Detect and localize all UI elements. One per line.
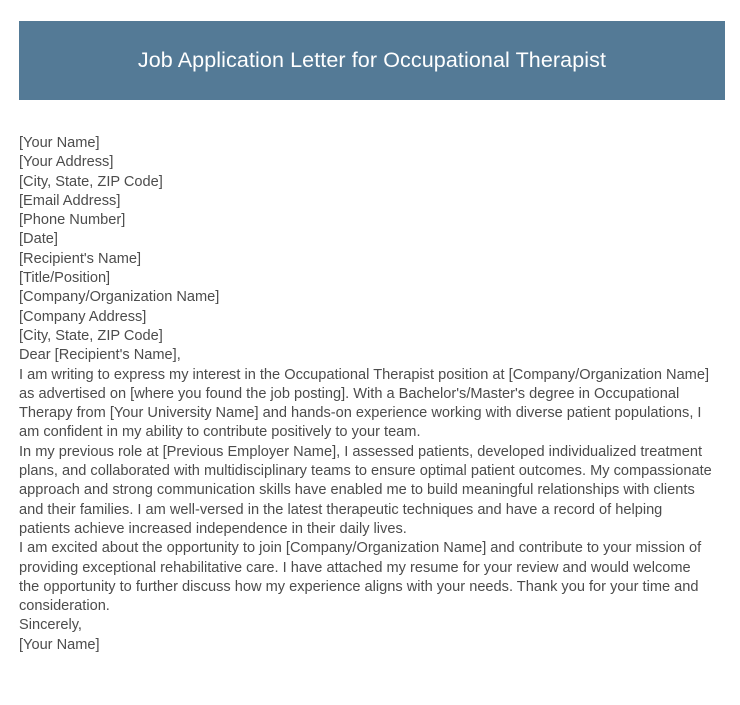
sender-address-block xyxy=(19,134,714,250)
sender-line-name: [Your Name] xyxy=(19,135,100,151)
sender-line-date: [Date] xyxy=(19,231,58,248)
recipient-line-city-state-zip: [City, State, ZIP Code] xyxy=(19,327,163,344)
body-paragraph-1: I am writing to express my interest in the Occupational Therapist position at [Company/Organization Name] as advertised on [where you found the job posting]. With a Bachelor's/Master's degree in Occupational Therapy from [Your University Name] and hands-on experience working with diverse patient populations, I am confident in my ability to contribute positively to your team. xyxy=(19,366,710,441)
closing-salutation: Sincerely, xyxy=(19,617,82,634)
sender-line-address: [Your Address] xyxy=(19,154,114,171)
letter-header-banner xyxy=(19,21,725,100)
recipient-line-company: [Company/Organization Name] xyxy=(19,289,220,306)
salutation: Dear [Recipient's Name], xyxy=(19,347,181,364)
sender-line-city-state-zip: [City, State, ZIP Code] xyxy=(19,173,163,190)
recipient-line-name: [Recipient's Name] xyxy=(19,250,142,267)
sender-line-phone: [Phone Number] xyxy=(19,212,126,229)
signature-name: [Your Name] xyxy=(19,636,100,653)
page-title: Job Application Letter for Occupational Therapist xyxy=(137,47,607,72)
sender-line-email: [Email Address] xyxy=(19,192,121,209)
letter-body xyxy=(19,134,714,655)
recipient-address-block xyxy=(19,250,714,346)
recipient-line-address: [Company Address] xyxy=(19,308,147,325)
body-paragraph-2: In my previous role at [Previous Employer Name], I assessed patients, developed individualized treatment plans, and collaborated with multidisciplinary teams to ensure optimal patient outcomes. My compassionate approach and strong communication skills have enabled me to build meaningful relationships with clients and their families. I am well-versed in the latest therapeutic techniques and have a record of helping patients achieve increased independence in their daily lives. xyxy=(19,443,712,537)
body-paragraph-3: I am excited about the opportunity to join [Company/Organization Name] and contribute to your mission of providing exceptional rehabilitative care. I have attached my resume for your review and would welcome the opportunity to further discuss how my experience aligns with your needs. Thank you for your time and consideration. xyxy=(19,540,702,615)
recipient-line-title: [Title/Position] xyxy=(19,270,111,287)
